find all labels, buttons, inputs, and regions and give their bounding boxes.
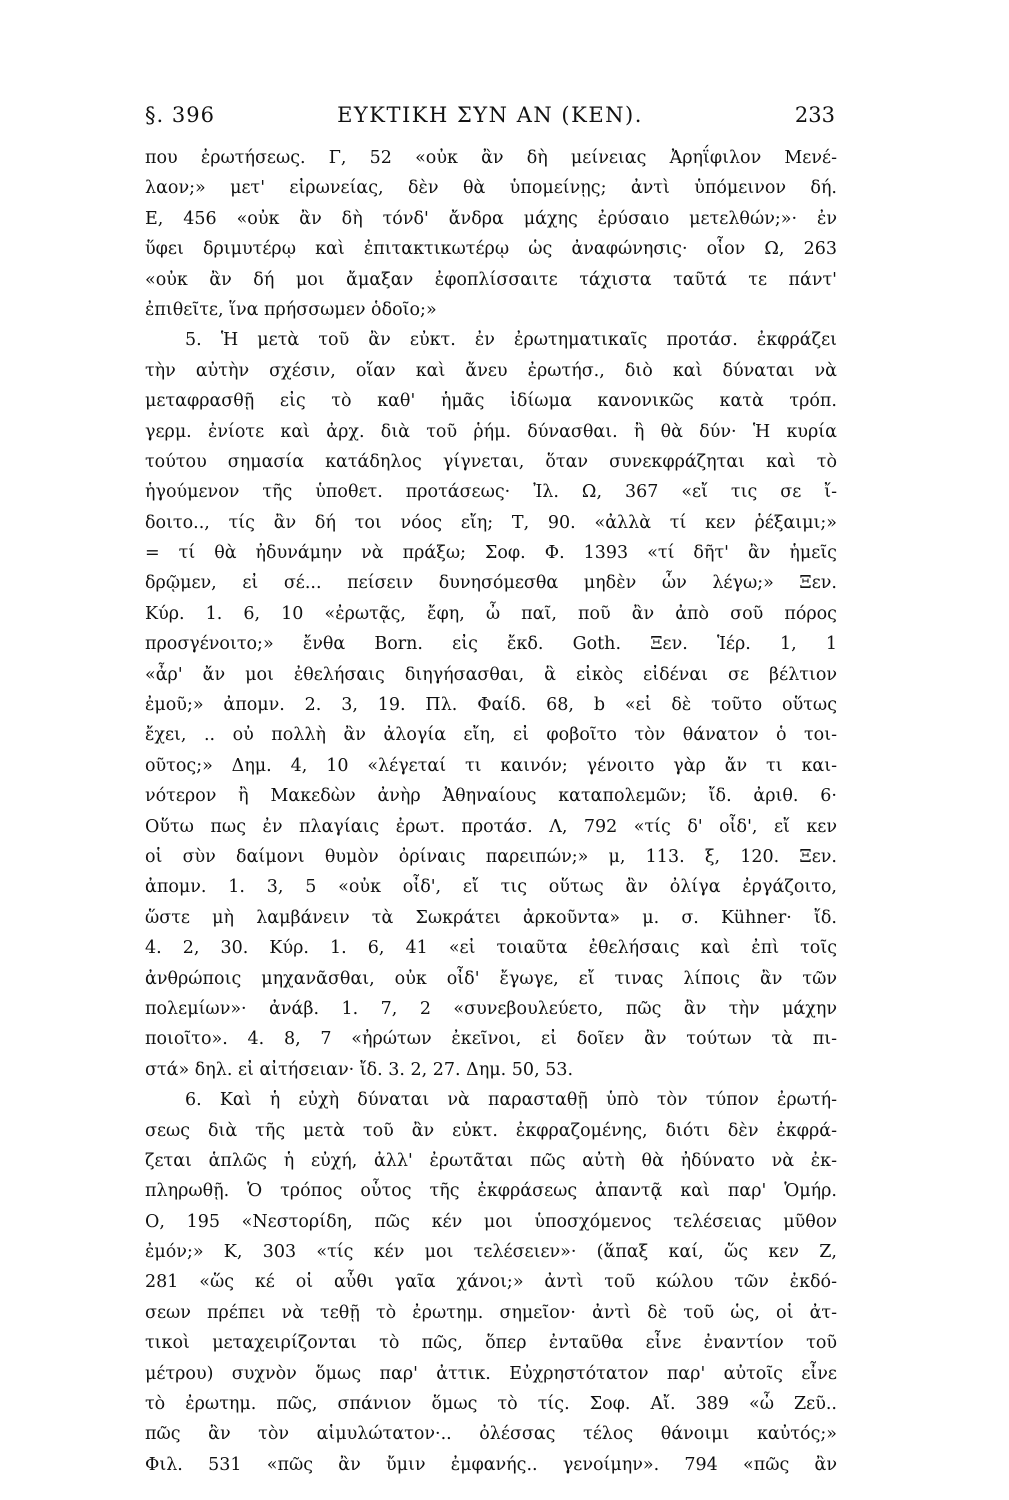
text-line: Κύρ. 1. 6, 10 «ἐρωτᾷς, ἔφη, ὦ παῖ, ποῦ ἂν ἀπὸ σοῦ πόρος	[145, 603, 837, 624]
page-number: 233	[794, 103, 835, 127]
text-line: γερμ. ἐνίοτε καὶ ἀρχ. διὰ τοῦ ῥήμ. δύνασθαι. ἢ θὰ δύν· Ἡ κυρία	[145, 421, 837, 442]
running-title: ΕΥΚΤΙΚΗ ΣΥΝ ΑΝ (ΚΕΝ).	[337, 103, 643, 127]
text-line: ἐμόν;» Κ, 303 «τίς κέν μοι τελέσειεν»· (ἅπαξ καί, ὥς κεν Ζ,	[145, 1242, 837, 1263]
text-line: οἱ σὺν δαίμονι θυμὸν ὀρίναις παρειπών;» μ, 113. ξ, 120. Ξεν.	[145, 846, 837, 867]
text-line: τούτου σημασία κατάδηλος γίγνεται, ὅταν συνεκφράζηται καὶ τὸ	[145, 451, 837, 472]
text-line: νότερον ἢ Μακεδὼν ἀνὴρ Ἀθηναίους καταπολεμῶν; ἴδ. ἀριθ. 6·	[145, 786, 837, 807]
text-line: ἀνθρώποις μηχανᾶσθαι, οὐκ οἶδ' ἔγωγε, εἴ τινας λίποις ἂν τῶν	[145, 968, 837, 989]
text-line: που ἐρωτήσεως. Γ, 52 «οὐκ ἂν δὴ μείνειας Ἀρηΐφιλον Μενέ-	[145, 148, 837, 168]
text-line: μέτρου) συχνὸν ὅμως παρ' ἀττικ. Εὐχρηστότατον παρ' αὐτοῖς εἶνε	[145, 1363, 837, 1384]
text-line: τὴν αὐτὴν σχέσιν, οἵαν καὶ ἄνευ ἐρωτήσ., διὸ καὶ δύναται νὰ	[145, 360, 837, 381]
text-line: ἐπιθεῖτε, ἵνα πρήσσωμεν ὁδοῖο;»	[145, 299, 437, 320]
body-text	[145, 143, 837, 1480]
text-line: μεταφρασθῇ εἰς τὸ καθ' ἡμᾶς ἰδίωμα κανονικῶς κατὰ τρόπ.	[145, 391, 837, 412]
text-line: τὸ ἐρωτημ. πῶς, σπάνιον ὅμως τὸ τίς. Σοφ. Αἴ. 389 «ὦ Ζεῦ..	[145, 1394, 837, 1415]
text-line: 6. Καὶ ἡ εὐχὴ δύναται νὰ παρασταθῇ ὑπὸ τὸν τύπον ἐρωτή-	[185, 1090, 837, 1111]
section-number: §. 396	[145, 103, 215, 127]
text-line: ἔχει, .. οὐ πολλὴ ἂν ἀλογία εἴη, εἰ φοβοῖτο τὸν θάνατον ὁ τοι-	[145, 725, 837, 746]
text-line: «ἆρ' ἄν μοι ἐθελήσαις διηγήσασθαι, ἃ εἰκὸς εἰδέναι σε βέλτιον	[145, 664, 837, 685]
text-line: 4. 2, 30. Κύρ. 1. 6, 41 «εἰ τοιαῦτα ἐθελήσαις καὶ ἐπὶ τοῖς	[145, 938, 837, 959]
text-line: σεων πρέπει νὰ τεθῇ τὸ ἐρωτημ. σημεῖον· ἀντὶ δὲ τοῦ ὡς, οἱ ἀτ-	[145, 1302, 837, 1323]
text-line: ζεται ἁπλῶς ἡ εὐχή, ἀλλ' ἐρωτᾶται πῶς αὐτὴ θὰ ἠδύνατο νὰ ἐκ-	[145, 1150, 837, 1171]
text-line: 5. Ἡ μετὰ τοῦ ἂν εὐκτ. ἐν ἐρωτηματικαῖς προτάσ. ἐκφράζει	[185, 330, 837, 351]
text-line: Οὕτω πως ἐν πλαγίαις ἐρωτ. προτάσ. Λ, 792 «τίς δ' οἶδ', εἴ κεν	[145, 816, 837, 837]
text-line: λαον;» μετ' εἰρωνείας, δὲν θὰ ὑπομείνῃς; ἀντὶ ὑπόμεινον δή.	[145, 178, 837, 199]
text-line: «οὐκ ἂν δή μοι ἄμαξαν ἐφοπλίσσαιτε τάχιστα ταῦτά τε πάντ'	[145, 269, 837, 290]
text-line: στά» δηλ. εἰ αἰτήσειαν· ἴδ. 3. 2, 27. Δημ. 50, 53.	[145, 1059, 574, 1080]
text-line: ἡγούμενον τῆς ὑποθετ. προτάσεως· Ἰλ. Ω, 367 «εἴ τις σε ἴ-	[145, 482, 837, 503]
text-line: = τί θὰ ἠδυνάμην νὰ πράξω; Σοφ. Φ. 1393 «τί δῆτ' ἂν ἡμεῖς	[145, 543, 837, 564]
text-line: δρῷμεν, εἰ σέ... πείσειν δυνησόμεσθα μηδὲν ὧν λέγω;» Ξεν.	[145, 573, 837, 594]
text-line: 281 «ὥς κέ οἱ αὖθι γαῖα χάνοι;» ἀντὶ τοῦ κώλου τῶν ἐκδό-	[145, 1272, 837, 1293]
text-line: πολεμίων»· ἀνάβ. 1. 7, 2 «συνεβουλεύετο, πῶς ἂν τὴν μάχην	[145, 998, 837, 1019]
text-line: Ε, 456 «οὐκ ἂν δὴ τόνδ' ἄνδρα μάχης ἐρύσαιο μετελθών;»· ἐν	[145, 208, 837, 229]
text-line: ἐμοῦ;» ἀπομν. 2. 3, 19. Πλ. Φαίδ. 68, b «εἰ δὲ τοῦτο οὕτως	[145, 695, 837, 716]
text-line: ἀπομν. 1. 3, 5 «οὐκ οἶδ', εἴ τις οὕτως ἂν ὀλίγα ἐργάζοιτο,	[145, 877, 837, 898]
text-line: δοιτο.., τίς ἂν δή τοι νόος εἴη; Τ, 90. «ἀλλὰ τί κεν ῥέξαιμι;»	[145, 512, 837, 533]
text-line: Φιλ. 531 «πῶς ἂν ὔμιν ἐμφανής.. γενοίμην». 794 «πῶς ἂν	[145, 1454, 837, 1475]
text-line: Ο, 195 «Νεστορίδη, πῶς κέν μοι ὑποσχόμενος τελέσειας μῦθον	[145, 1211, 837, 1232]
text-line: ὥστε μὴ λαμβάνειν τὰ Σωκράτει ἀρκοῦντα» μ. σ. Kühner· ἴδ.	[145, 907, 837, 928]
running-header	[145, 103, 835, 137]
text-line: οῦτος;» Δημ. 4, 10 «λέγεταί τι καινόν; γένοιτο γὰρ ἄν τι και-	[145, 755, 837, 776]
text-line: τικοὶ μεταχειρίζονται τὸ πῶς, ὅπερ ἐνταῦθα εἶνε ἐναντίον τοῦ	[145, 1333, 837, 1354]
text-line: ὕφει δριμυτέρῳ καὶ ἐπιτακτικωτέρῳ ὡς ἀναφώνησις· οἷον Ω, 263	[145, 239, 837, 260]
text-line: πῶς ἂν τὸν αἱμυλώτατον·.. ὀλέσσας τέλος θάνοιμι καὐτός;»	[145, 1424, 837, 1445]
text-line: ποιοῖτο». 4. 8, 7 «ἠρώτων ἐκεῖνοι, εἰ δοῖεν ἂν τούτων τὰ πι-	[145, 1029, 837, 1050]
text-line: πληρωθῇ. Ὁ τρόπος οὗτος τῆς ἐκφράσεως ἀπαντᾷ καὶ παρ' Ὁμήρ.	[145, 1181, 837, 1202]
text-line: προσγένοιτο;» ἔνθα Born. εἰς ἔκδ. Goth. Ξεν. Ἱέρ. 1, 1	[145, 634, 837, 655]
text-line: σεως διὰ τῆς μετὰ τοῦ ἂν εὐκτ. ἐκφραζομένης, διότι δὲν ἐκφρά-	[145, 1120, 837, 1141]
